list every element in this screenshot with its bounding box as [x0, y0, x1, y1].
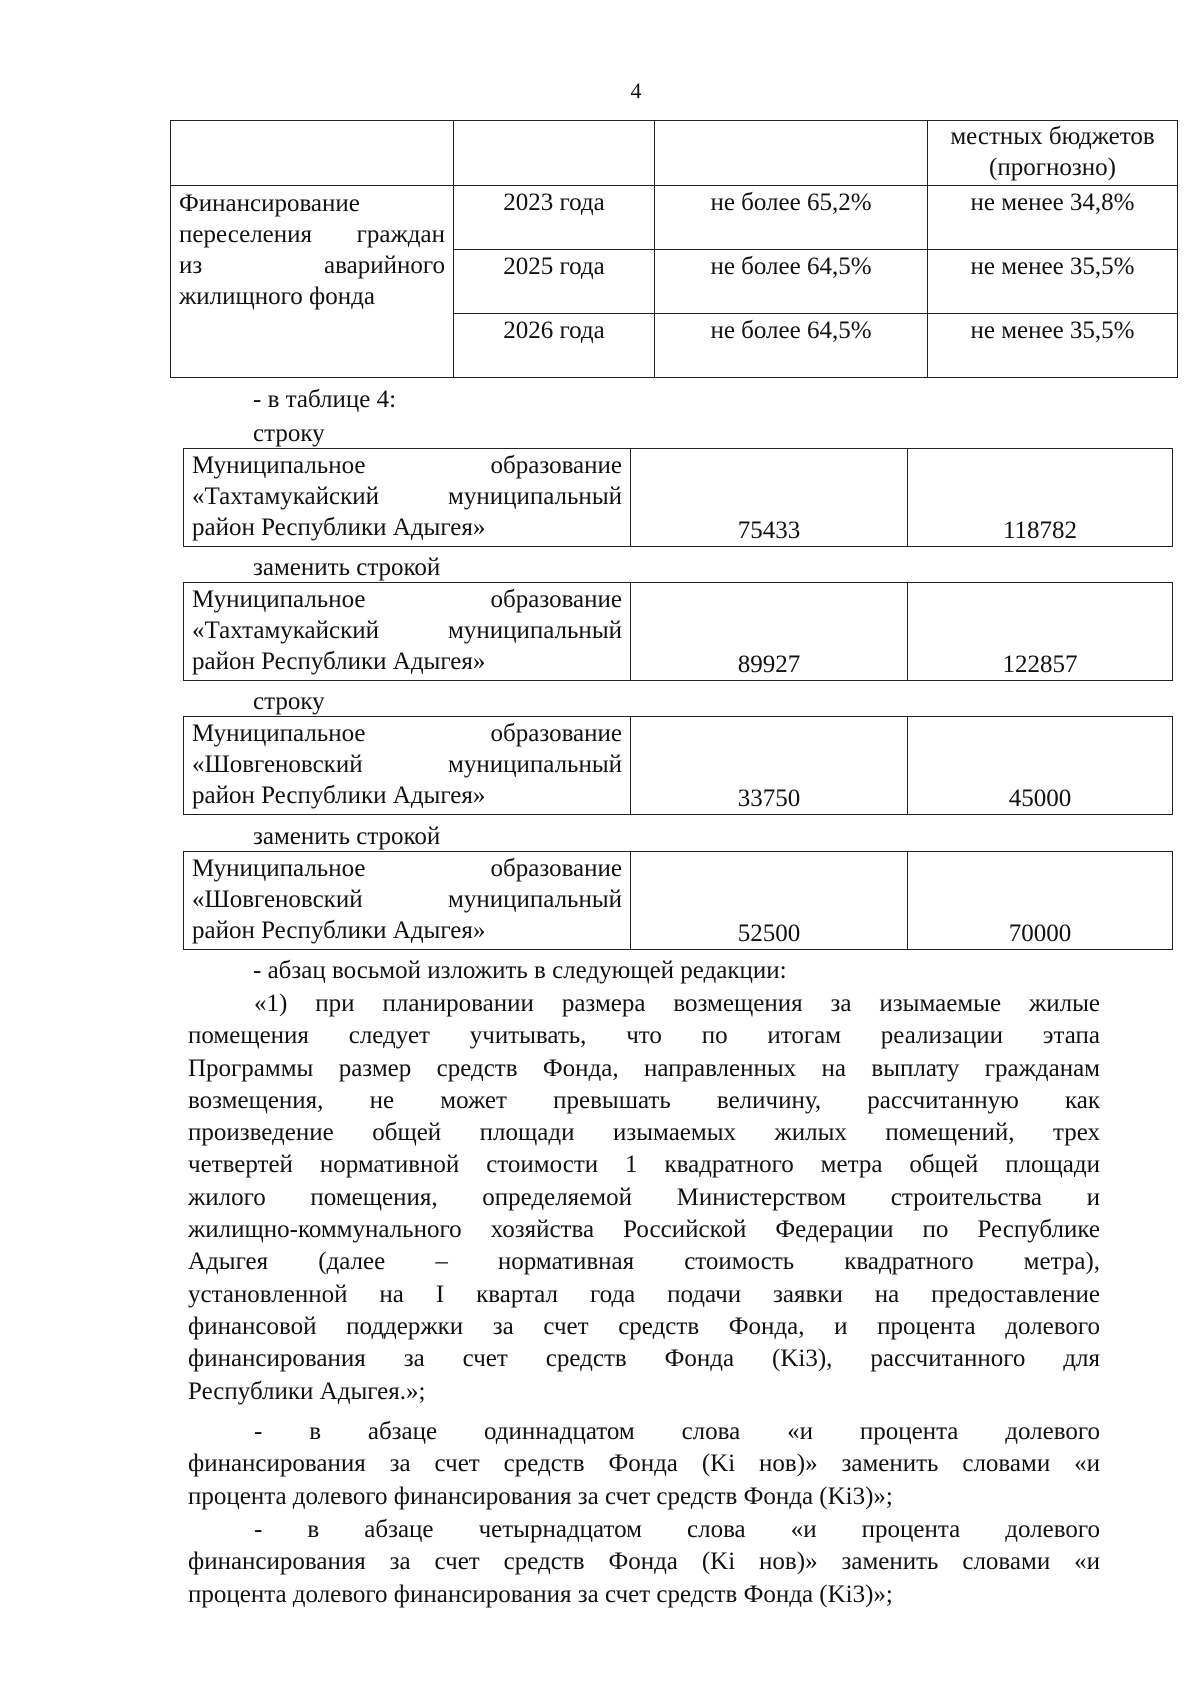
value-cell: 33750 — [631, 717, 908, 815]
mini-table — [183, 582, 1173, 681]
table-row — [171, 186, 1178, 250]
value-cell: 122857 — [908, 583, 1173, 681]
fund-share-cell: не более 65,2% — [655, 186, 928, 250]
value-cell: 89927 — [631, 583, 908, 681]
funding-label-cell: Финансирование переселения граждан из аварийного жилищного фонда — [171, 186, 454, 378]
row-label: строку — [253, 688, 325, 715]
paragraph-one — [188, 988, 1100, 1408]
funding-share-table — [170, 120, 1178, 378]
paragraph-line: финансовой поддержки за счет средств Фонда, и процента долевого — [188, 1312, 1100, 1340]
local-share-cell: не менее 35,5% — [928, 314, 1178, 378]
value-cell: 52500 — [631, 852, 908, 950]
paragraph-line: процента долевого финансирования за счет средств Фонда (Ki3)»; — [188, 1580, 893, 1608]
table-row — [184, 583, 1173, 681]
local-budget-header: местных бюджетов (прогнозно) — [928, 121, 1178, 186]
in-table4-label: - в таблице 4: — [253, 386, 397, 413]
year-cell: 2025 года — [454, 250, 655, 314]
fund-share-cell: не более 64,5% — [655, 314, 928, 378]
paragraph-line: жилищно-коммунального хозяйства Российской Федерации по Республике — [188, 1216, 1100, 1244]
paragraph-line: - в абзаце четырнадцатом слова «и процента долевого — [254, 1516, 1100, 1543]
paragraph-line: четвертей нормативной стоимости 1 квадратного метра общей площади — [188, 1151, 1100, 1179]
municipality-cell: Муниципальное образование «Тахтамукайский муниципальный район Республики Адыгея» — [184, 449, 631, 547]
mini-table — [183, 851, 1173, 950]
value-cell: 75433 — [631, 449, 908, 547]
table-row — [184, 852, 1173, 950]
value-cell: 70000 — [908, 852, 1173, 950]
page-number: 4 — [630, 78, 642, 103]
paragraph-eleven-edit — [188, 1416, 1100, 1513]
paragraph-line: процента долевого финансирования за счет средств Фонда (Ki3)»; — [188, 1482, 893, 1510]
paragraph-line: Адыгея (далее – нормативная стоимость квадратного метра), — [188, 1248, 1100, 1276]
paragraph-line: - в абзаце одиннадцатом слова «и процента долевого — [254, 1418, 1100, 1445]
paragraph-line: «1) при планировании размера возмещения за изымаемые жилые — [254, 990, 1100, 1017]
replace-label: заменить строкой — [253, 823, 441, 850]
paragraph-line: финансирования за счет средств Фонда (Ki нов)» заменить словами «и — [188, 1450, 1100, 1478]
municipality-cell: Муниципальное образование «Шовгеновский муниципальный район Республики Адыгея» — [184, 852, 631, 950]
table-row — [184, 449, 1173, 547]
paragraph-fourteen-edit — [188, 1514, 1100, 1611]
year-cell: 2026 года — [454, 314, 655, 378]
value-cell: 118782 — [908, 449, 1173, 547]
row-label: строку — [253, 420, 325, 447]
local-share-cell: не менее 35,5% — [928, 250, 1178, 314]
paragraph-line: финансирования за счет средств Фонда (Ki нов)» заменить словами «и — [188, 1548, 1100, 1576]
paragraph-line: произведение общей площади изымаемых жилых помещений, трех — [188, 1119, 1100, 1147]
mini-table — [183, 716, 1173, 815]
paragraph-line: финансирования за счет средств Фонда (Ki3), рассчитанного для — [188, 1345, 1100, 1373]
paragraph-line: Программы размер средств Фонда, направленных на выплату гражданам — [188, 1054, 1100, 1082]
replace-label: заменить строкой — [253, 554, 441, 581]
municipality-cell: Муниципальное образование «Тахтамукайский муниципальный район Республики Адыгея» — [184, 583, 631, 681]
paragraph-line: помещения следует учитывать, что по итогам реализации этапа — [188, 1022, 1100, 1050]
paragraph-eight-label: - абзац восьмой изложить в следующей редакции: — [253, 957, 787, 984]
table-row — [171, 121, 1178, 186]
year-cell: 2023 года — [454, 186, 655, 250]
mini-table — [183, 448, 1173, 547]
table-row — [184, 717, 1173, 815]
paragraph-line: возмещения, не может превышать величину, рассчитанную как — [188, 1086, 1100, 1114]
value-cell: 45000 — [908, 717, 1173, 815]
fund-share-cell: не более 64,5% — [655, 250, 928, 314]
paragraph-line: жилого помещения, определяемой Министерством строительства и — [188, 1183, 1100, 1211]
paragraph-line: установленной на I квартал года подачи заявки на предоставление — [188, 1280, 1100, 1308]
paragraph-line: Республики Адыгея.»; — [188, 1377, 426, 1405]
local-share-cell: не менее 34,8% — [928, 186, 1178, 250]
municipality-cell: Муниципальное образование «Шовгеновский муниципальный район Республики Адыгея» — [184, 717, 631, 815]
